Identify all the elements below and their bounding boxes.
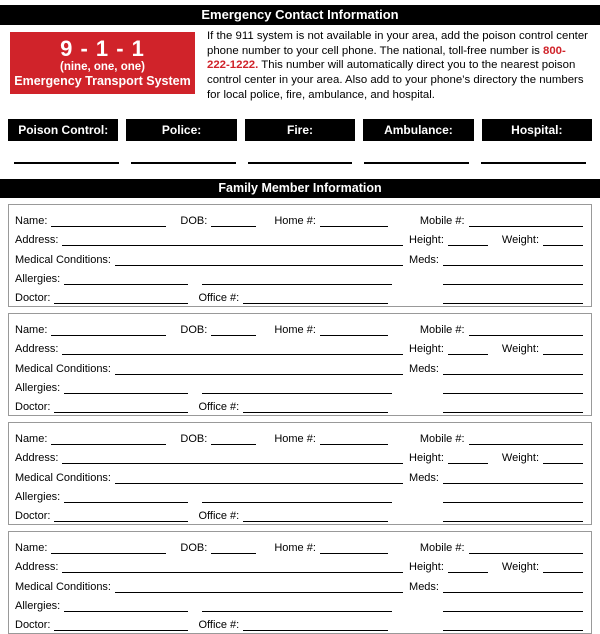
name-blank-line [51,322,166,336]
weight-label: Weight: [501,452,539,465]
ambulance-blank-line [364,162,469,164]
address-label: Address: [15,343,59,356]
name-label: Name: [15,432,48,445]
family-member-block [8,531,592,634]
doctor-blank-line [54,617,188,631]
height-blank-line [448,232,488,246]
family-member-block [8,313,592,416]
address-label: Address: [15,561,59,574]
allergies-blank-line [64,380,188,394]
contact-label-fire: Fire: [245,119,355,141]
allergies-label: Allergies: [15,600,61,613]
allergies-continuation-line [202,598,392,612]
poison-control-blank-line [14,162,119,164]
dob-label: DOB: [180,214,208,227]
address-blank-line [62,450,403,464]
home-phone-blank-line [320,540,388,554]
contact-label-ambulance: Ambulance: [363,119,473,141]
mobile-phone-blank-line [469,540,583,554]
member-row-allergies [15,266,583,285]
meds-continuation-line-2 [443,399,583,413]
weight-blank-line [543,450,583,464]
info-paragraph-after: This number will automatically direct you to the nearest poison control center in your area. Also add to your phone’s directory the numbers for local police, fire, ambulance, and hospital. [207,59,584,101]
name-label: Name: [15,541,48,554]
dob-blank-line [211,431,256,445]
member-row-medical [15,573,583,592]
poison-control-phone-number: 800-222-1222. [207,44,566,72]
doctor-label: Doctor: [15,619,51,632]
mobile-phone-blank-line [469,213,583,227]
family-member-blocks [0,204,600,634]
meds-continuation-line-1 [443,380,583,394]
dob-blank-line [211,322,256,336]
office-phone-label: Office #: [198,619,240,632]
mobile-phone-blank-line [469,322,583,336]
height-blank-line [448,450,488,464]
name-label: Name: [15,214,48,227]
meds-label: Meds: [409,362,439,375]
medical-conditions-blank-line [115,361,403,375]
home-phone-label: Home #: [274,214,316,227]
name-blank-line [51,431,166,445]
fire-blank-line [248,162,353,164]
address-blank-line [62,559,403,573]
family-member-block [8,204,592,307]
medical-conditions-label: Medical Conditions: [15,362,111,375]
height-label: Height: [409,561,444,574]
meds-blank-line [443,361,583,375]
member-row-name [15,208,583,227]
meds-blank-line [443,470,583,484]
family-section-title: Family Member Information [0,179,600,198]
allergies-continuation-line [202,380,392,394]
allergies-blank-line [64,489,188,503]
meds-label: Meds: [409,580,439,593]
dob-blank-line [211,540,256,554]
contact-label-police: Police: [126,119,236,141]
office-phone-blank-line [243,399,388,413]
allergies-label: Allergies: [15,273,61,286]
allergies-continuation-line [202,271,392,285]
mobile-phone-label: Mobile #: [419,323,465,336]
weight-label: Weight: [501,343,539,356]
address-blank-line [62,341,403,355]
member-row-address [15,336,583,355]
allergies-blank-line [64,598,188,612]
doctor-label: Doctor: [15,401,51,414]
office-phone-label: Office #: [198,292,240,305]
meds-continuation-line-2 [443,508,583,522]
height-label: Height: [409,452,444,465]
medical-conditions-label: Medical Conditions: [15,580,111,593]
mobile-phone-blank-line [469,431,583,445]
medical-conditions-label: Medical Conditions: [15,471,111,484]
intro-section [10,32,592,103]
weight-blank-line [543,559,583,573]
page-title: Emergency Contact Information [0,5,600,25]
weight-label: Weight: [501,561,539,574]
police-blank-line [131,162,236,164]
911-pronunciation: (nine, one, one) [60,61,145,73]
office-phone-blank-line [243,508,388,522]
info-paragraph-before: If the 911 system is not available in your area, add the poison control center phone number to your cell phone. The national, toll-free number is [207,30,588,57]
allergies-label: Allergies: [15,382,61,395]
meds-continuation-line-2 [443,617,583,631]
name-blank-line [51,213,166,227]
home-phone-blank-line [320,213,388,227]
height-label: Height: [409,343,444,356]
address-label: Address: [15,452,59,465]
meds-label: Meds: [409,253,439,266]
height-blank-line [448,341,488,355]
meds-blank-line [443,252,583,266]
dob-label: DOB: [180,323,208,336]
doctor-blank-line [54,399,188,413]
meds-continuation-line-1 [443,489,583,503]
member-row-allergies [15,593,583,612]
home-phone-blank-line [320,431,388,445]
meds-continuation-line-1 [443,598,583,612]
home-phone-label: Home #: [274,541,316,554]
member-row-medical [15,355,583,374]
height-label: Height: [409,234,444,247]
member-row-doctor [15,394,583,413]
medical-conditions-blank-line [115,579,403,593]
info-paragraph [207,29,592,103]
member-row-allergies [15,484,583,503]
medical-conditions-blank-line [115,470,403,484]
allergies-label: Allergies: [15,491,61,504]
weight-blank-line [543,232,583,246]
address-blank-line [62,232,403,246]
hospital-blank-line [481,162,586,164]
office-phone-label: Office #: [198,510,240,523]
home-phone-blank-line [320,322,388,336]
member-row-address [15,554,583,573]
member-row-doctor [15,285,583,304]
mobile-phone-label: Mobile #: [419,214,465,227]
contact-label-poison-control: Poison Control: [8,119,118,141]
911-number: 9 - 1 - 1 [60,36,145,61]
home-phone-label: Home #: [274,432,316,445]
doctor-blank-line [54,508,188,522]
member-row-name [15,426,583,445]
family-member-block [8,422,592,525]
meds-continuation-line-1 [443,271,583,285]
meds-blank-line [443,579,583,593]
dob-label: DOB: [180,432,208,445]
allergies-continuation-line [202,489,392,503]
member-row-doctor [15,503,583,522]
member-row-allergies [15,375,583,394]
doctor-label: Doctor: [15,510,51,523]
mobile-phone-label: Mobile #: [419,432,465,445]
member-row-address [15,445,583,464]
dob-label: DOB: [180,541,208,554]
name-label: Name: [15,323,48,336]
mobile-phone-label: Mobile #: [419,541,465,554]
medical-conditions-label: Medical Conditions: [15,253,111,266]
emergency-911-box [10,32,195,94]
office-phone-blank-line [243,290,388,304]
contact-label-row [8,119,592,141]
office-phone-blank-line [243,617,388,631]
emergency-contact-form-page [0,5,600,632]
doctor-blank-line [54,290,188,304]
contact-blank-line-row [8,162,592,164]
911-system-label: Emergency Transport System [14,74,191,88]
medical-conditions-blank-line [115,252,403,266]
meds-label: Meds: [409,471,439,484]
height-blank-line [448,559,488,573]
meds-continuation-line-2 [443,290,583,304]
name-blank-line [51,540,166,554]
doctor-label: Doctor: [15,292,51,305]
member-row-doctor [15,612,583,631]
member-row-name [15,317,583,336]
contact-label-hospital: Hospital: [482,119,592,141]
weight-blank-line [543,341,583,355]
member-row-medical [15,464,583,483]
weight-label: Weight: [501,234,539,247]
allergies-blank-line [64,271,188,285]
member-row-medical [15,246,583,265]
member-row-address [15,227,583,246]
home-phone-label: Home #: [274,323,316,336]
office-phone-label: Office #: [198,401,240,414]
dob-blank-line [211,213,256,227]
address-label: Address: [15,234,59,247]
member-row-name [15,535,583,554]
